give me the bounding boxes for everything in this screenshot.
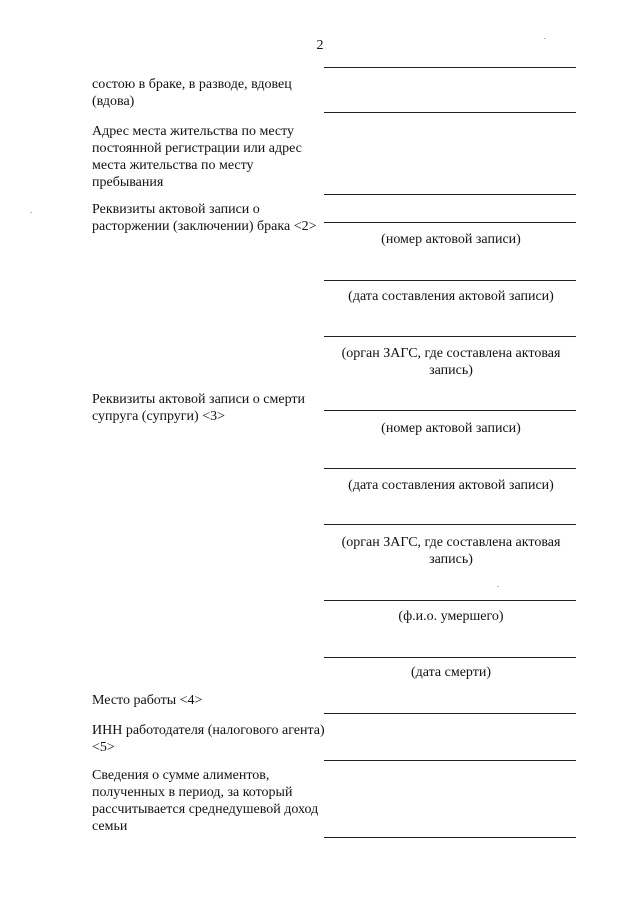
divorce-record-number-caption: (номер актовой записи): [381, 232, 521, 247]
death-registry-office-line[interactable]: [324, 524, 576, 525]
death-date-line[interactable]: [324, 657, 576, 658]
scan-speck: [497, 586, 499, 587]
divorce-record-date-caption: (дата составления актовой записи): [348, 289, 554, 304]
death-record-number-caption: (номер актовой записи): [381, 421, 521, 436]
divorce-registry-office-caption: (орган ЗАГС, где составлена актовая запись): [341, 346, 561, 378]
scan-speck: [544, 38, 546, 39]
employer-inn-label: ИНН работодателя (налогового агента) <5>: [92, 723, 325, 755]
deceased-name-caption: (ф.и.о. умершего): [398, 609, 504, 624]
death-record-label: Реквизиты актовой записи о смерти супруга (супруги) <3>: [92, 392, 306, 424]
address-line[interactable]: [324, 194, 576, 195]
death-record-date-caption: (дата составления актовой записи): [348, 478, 554, 493]
alimony-label: Сведения о сумме алиментов, полученных в период, за который рассчитывается среднедушевой доход семьи: [92, 768, 319, 834]
marital-status-line[interactable]: [324, 112, 576, 113]
page-number: 2: [316, 38, 324, 53]
divorce-record-date-line[interactable]: [324, 280, 576, 281]
divorce-registry-office-line[interactable]: [324, 336, 576, 337]
divorce-record-number-line[interactable]: [324, 222, 576, 223]
death-date-caption: (дата смерти): [410, 665, 491, 680]
marital-status-label: состою в браке, в разводе, вдовец (вдова): [92, 77, 292, 109]
death-record-date-line[interactable]: [324, 468, 576, 469]
scan-speck: [30, 212, 32, 213]
marital-status-line-top: [324, 67, 576, 68]
death-record-number-line[interactable]: [324, 410, 576, 411]
alimony-line[interactable]: [324, 837, 576, 838]
employer-inn-line[interactable]: [324, 760, 576, 761]
workplace-line[interactable]: [324, 713, 576, 714]
divorce-record-label: Реквизиты актовой записи о расторжении (заключении) брака <2>: [92, 202, 317, 234]
deceased-name-line[interactable]: [324, 600, 576, 601]
workplace-label: Место работы <4>: [92, 693, 203, 708]
address-label: Адрес места жительства по месту постоянной регистрации или адрес места жительства по месту пребывания: [92, 124, 302, 190]
death-registry-office-caption: (орган ЗАГС, где составлена актовая запись): [341, 535, 561, 567]
